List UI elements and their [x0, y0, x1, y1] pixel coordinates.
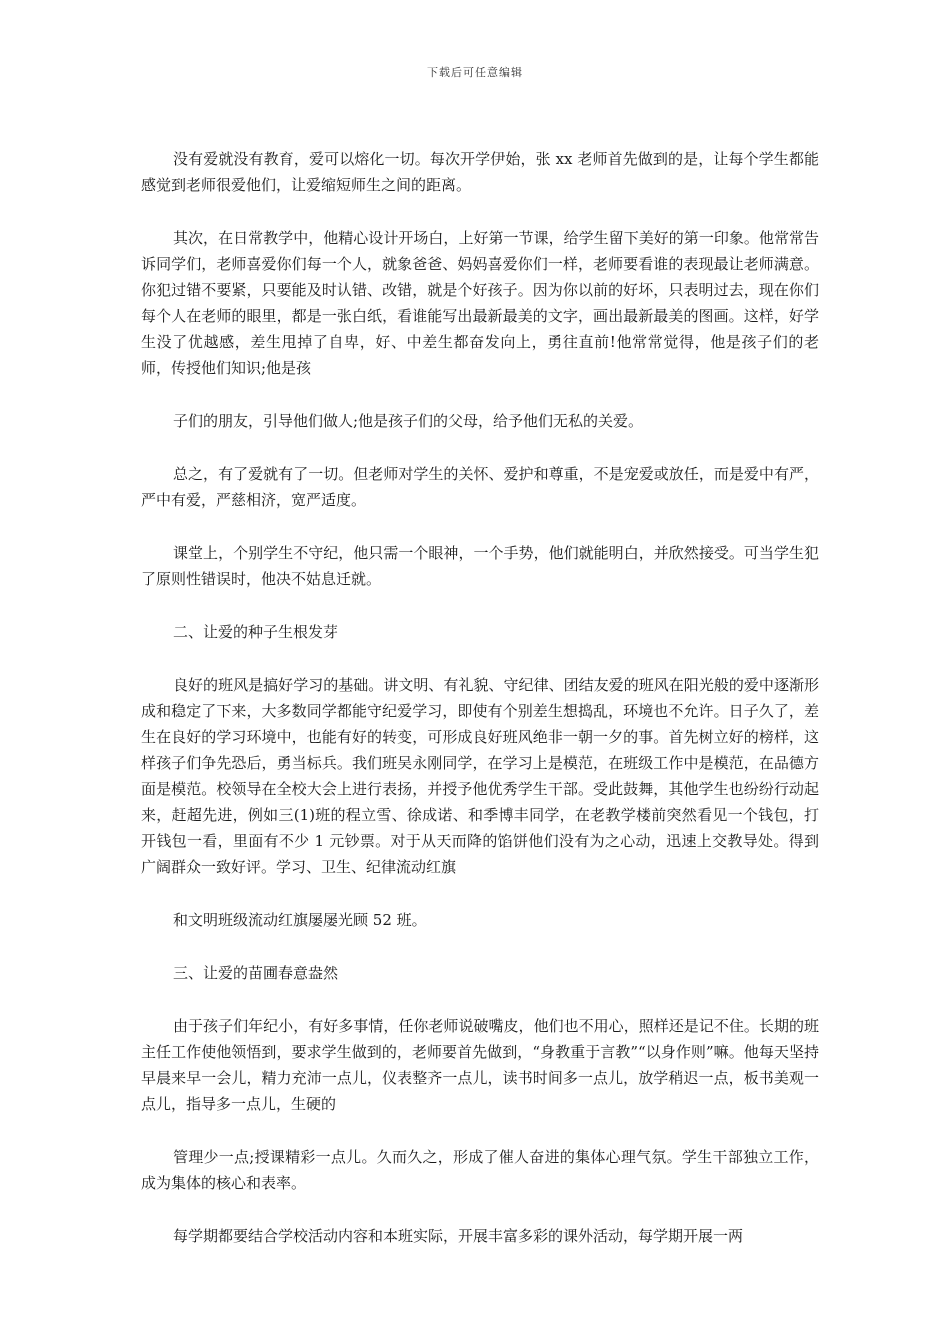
paragraph: 每学期都要结合学校活动内容和本班实际，开展丰富多彩的课外活动，每学期开展一两 — [173, 1227, 744, 1245]
paragraph: 和文明班级流动红旗屡屡光顾 52 班。 — [173, 911, 427, 929]
page-header: 下载后可任意编辑 — [427, 66, 523, 79]
paragraph: 良好的班风是搞好学习的基础。讲文明、有礼貌、守纪律、团结友爱的班风在阳光般的爱中逐渐形成和稳定了下来，大多数同学都能守纪爱学习，即使有个别差生想捣乱，环境也不允许。日子久了，差生在良好的学习环境中，也能有好的转变，可形成良好班风绝非一朝一夕的事。首先树立好的榜样，这样孩子们争先恐后，勇当标兵。我们班吴永刚同学，在学习上是模范，在班级工作中是模范，在品德方面是模范。校领导在全校大会上进行表扬，并授予他优秀学生干部。受此鼓舞，其他学生也纷纷行动起来，赶超先进，例如三(1)班的程立雪、徐成诺、和季博丰同学，在老教学楼前突然看见一个钱包，打开钱包一看，里面有不少 1 元钞票。对于从天而降的馅饼他们没有为之心动，迅速上交教导处。得到广阔群众一致好评。学习、卫生、纪律流动红旗 — [141, 676, 819, 876]
paragraph: 课堂上，个别学生不守纪，他只需一个眼神，一个手势，他们就能明白，并欣然接受。可当学生犯了原则性错误时，他决不姑息迁就。 — [141, 544, 819, 588]
document-body — [141, 146, 819, 1276]
paragraph: 其次，在日常教学中，他精心设计开场白，上好第一节课，给学生留下美好的第一印象。他常常告诉同学们，老师喜爱你们每一个人，就象爸爸、妈妈喜爱你们一样，老师要看谁的表现最让老师满意。你犯过错不要紧，只要能及时认错、改错，就是个好孩子。因为你以前的好坏，只表明过去，现在你们每个人在老师的眼里，都是一张白纸，看谁能写出最新最美的文字，画出最新最美的图画。这样，好学生没了优越感，差生甩掉了自卑，好、中差生都奋发向上，勇往直前!他常常觉得，他是孩子们的老师，传授他们知识;他是孩 — [141, 229, 819, 377]
section-heading: 二、让爱的种子生根发芽 — [173, 623, 339, 641]
section-heading: 三、让爱的苗圃春意盎然 — [173, 964, 339, 982]
paragraph: 没有爱就没有教育，爱可以熔化一切。每次开学伊始，张 xx 老师首先做到的是，让每个学生都能感觉到老师很爱他们，让爱缩短师生之间的距离。 — [141, 150, 819, 194]
paragraph: 管理少一点;授课精彩一点儿。久而久之，形成了催人奋进的集体心理气氛。学生干部独立工作，成为集体的核心和表率。 — [141, 1148, 819, 1192]
paragraph: 总之，有了爱就有了一切。但老师对学生的关怀、爱护和尊重，不是宠爱或放任，而是爱中有严，严中有爱，严慈相济，宽严适度。 — [141, 465, 819, 509]
paragraph: 由于孩子们年纪小，有好多事情，任你老师说破嘴皮，他们也不用心，照样还是记不住。长期的班主任工作使他领悟到，要求学生做到的，老师要首先做到，“身教重于言教”“以身作则”嘛。他每天坚持早晨来早一会儿，精力充沛一点儿，仪表整齐一点儿，读书时间多一点儿，放学稍迟一点，板书美观一点儿，指导多一点儿，生硬的 — [141, 1017, 819, 1113]
paragraph: 子们的朋友，引导他们做人;他是孩子们的父母，给予他们无私的关爱。 — [173, 412, 644, 430]
